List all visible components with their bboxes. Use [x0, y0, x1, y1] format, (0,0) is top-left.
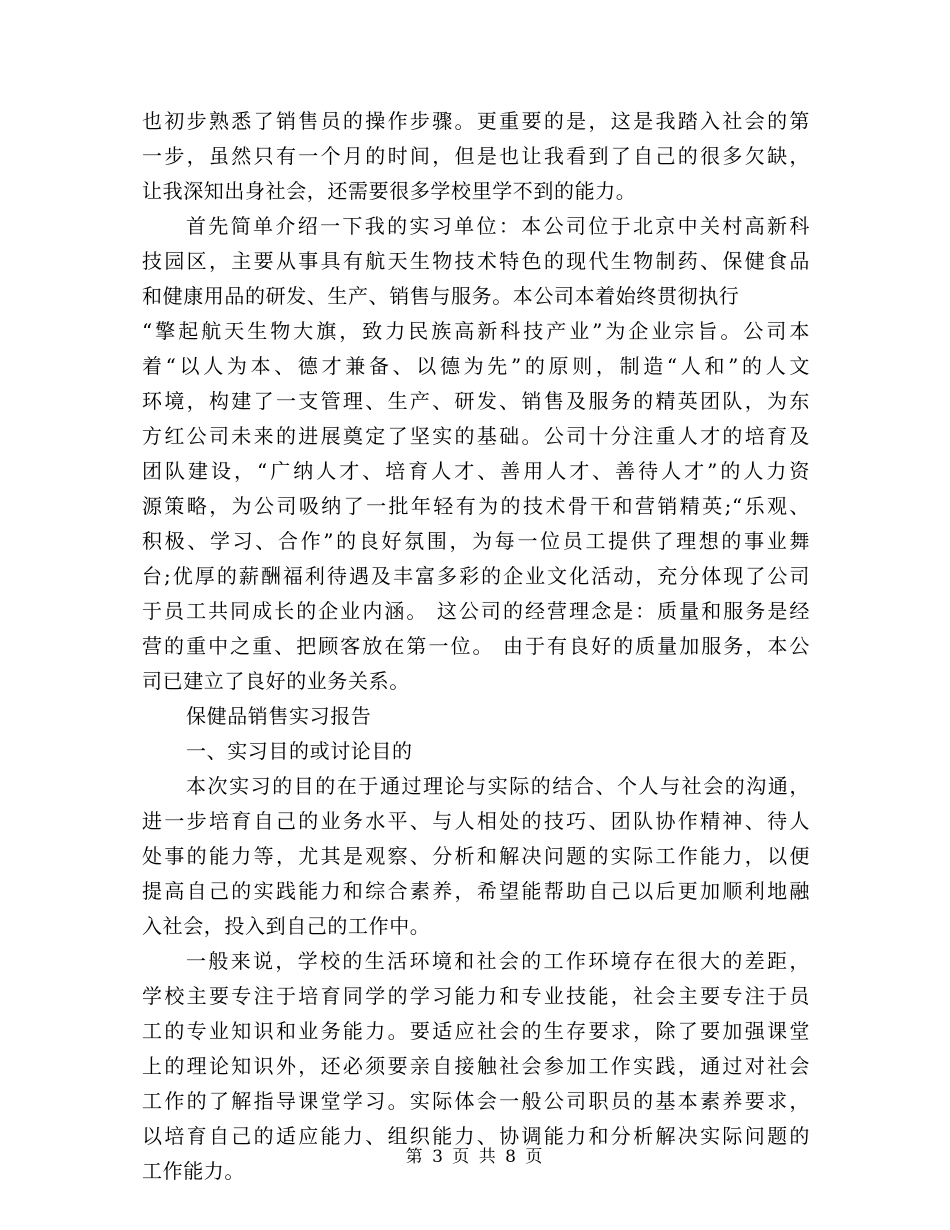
text-line: 提高自己的实践能力和综合素养，希望能帮助自己以后更加顺利地融	[142, 879, 810, 903]
text-line: 司已建立了良好的业务关系。	[142, 669, 410, 693]
page-footer: 第 3 页 共 8 页	[405, 1147, 545, 1167]
text-line: 进一步培育自己的业务水平、与人相处的技巧、团队协作精神、待人	[142, 809, 810, 833]
text-line: 着“以人为本、德才兼备、以德为先”的原则，制造“人和”的人文	[142, 354, 810, 378]
text-line: 积极、学习、合作”的良好氛围，为每一位员工提供了理想的事业舞	[142, 529, 810, 553]
text-line: 环境，构建了一支管理、生产、研发、销售及服务的精英团队，为东	[142, 389, 810, 413]
text-line: 让我深知出身社会，还需要很多学校里学不到的能力。	[142, 179, 637, 203]
text-line: 处事的能力等，尤其是观察、分析和解决问题的实际工作能力，以便	[142, 844, 810, 868]
text-line: 本次实习的目的在于通过理论与实际的结合、个人与社会的沟通，	[186, 774, 810, 798]
text-line: 也初步熟悉了销售员的操作步骤。更重要的是，这是我踏入社会的第	[142, 109, 810, 133]
text-line: 学校主要专注于培育同学的学习能力和专业技能，社会主要专注于员	[142, 984, 810, 1008]
text-line: 营的重中之重、把顾客放在第一位。 由于有良好的质量加服务，本公	[142, 634, 810, 658]
text-line: 方红公司未来的进展奠定了坚实的基础。公司十分注重人才的培育及	[142, 424, 810, 448]
text-line: 一般来说，学校的生活环境和社会的工作环境存在很大的差距，	[186, 949, 810, 973]
text-line: 以培育自己的适应能力、组织能力、协调能力和分析解决实际问题的	[142, 1124, 810, 1148]
text-line: 工作能力。	[142, 1159, 245, 1183]
text-line: 保健品销售实习报告	[186, 704, 372, 728]
text-line: 工作的了解指导课堂学习。实际体会一般公司职员的基本素养要求，	[142, 1089, 810, 1113]
text-line: 源策略，为公司吸纳了一批年轻有为的技术骨干和营销精英;“乐观、	[142, 494, 810, 518]
text-line: 团队建设，“广纳人才、培育人才、善用人才、善待人才”的人力资	[142, 459, 810, 483]
text-line: 首先简单介绍一下我的实习单位：本公司位于北京中关村高新科	[186, 214, 810, 238]
text-line: 一步，虽然只有一个月的时间，但是也让我看到了自己的很多欠缺，	[142, 144, 810, 168]
document-body	[142, 104, 810, 1189]
text-line: 上的理论知识外，还必须要亲自接触社会参加工作实践，通过对社会	[142, 1054, 810, 1078]
text-line: 工的专业知识和业务能力。要适应社会的生存要求，除了要加强课堂	[142, 1019, 810, 1043]
text-line: 一、实习目的或讨论目的	[186, 739, 413, 763]
text-line: 于员工共同成长的企业内涵。 这公司的经营理念是：质量和服务是经	[142, 599, 810, 623]
text-line: 台;优厚的薪酬福利待遇及丰富多彩的企业文化活动，充分体现了公司	[142, 564, 810, 588]
text-line: 技园区，主要从事具有航天生物技术特色的现代生物制药、保健食品	[142, 249, 810, 273]
text-line: 和健康用品的研发、生产、销售与服务。本公司本着始终贯彻执行	[142, 284, 740, 308]
text-line: 入社会，投入到自己的工作中。	[142, 914, 431, 938]
text-line: “擎起航天生物大旗，致力民族高新科技产业”为企业宗旨。公司本	[142, 319, 810, 343]
